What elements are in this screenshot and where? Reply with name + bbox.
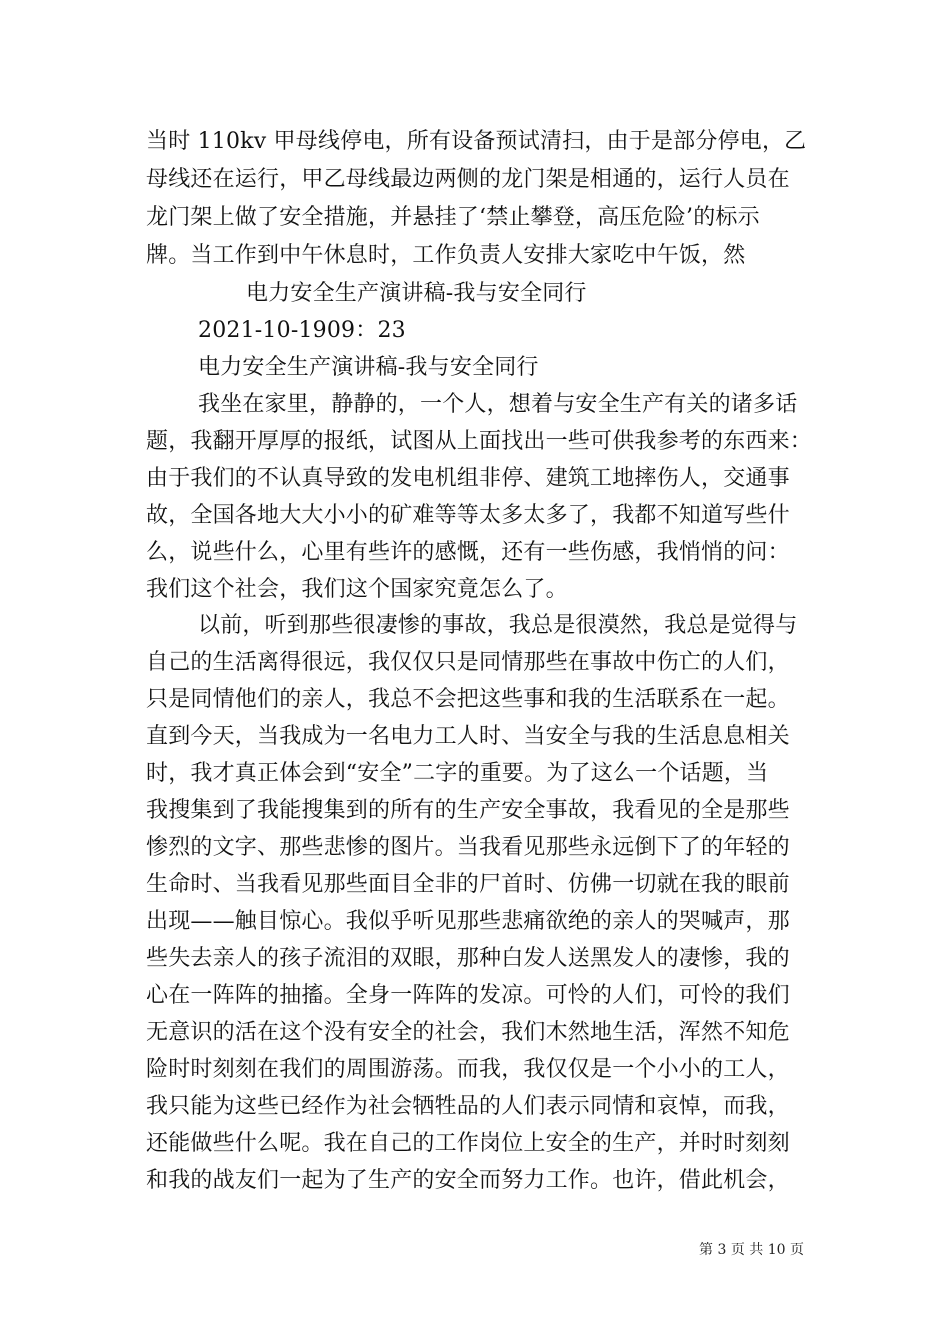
- paragraph-line: 生命时、当我看见那些面目全非的尸首时、仿佛一切就在我的眼前: [146, 872, 790, 897]
- paragraph-line: 我只能为这些已经作为社会牺牲品的人们表示同情和哀悼，而我，: [146, 1094, 790, 1119]
- paragraph-line: 和我的战友们一起为了生产的安全而努力工作。也许，借此机会，: [146, 1168, 790, 1193]
- opening-line: 母线还在运行，甲乙母线最边两侧的龙门架是相通的，运行人员在: [146, 167, 790, 192]
- paragraph-line: 自己的生活离得很远，我仅仅只是同情那些在事故中伤亡的人们，: [146, 650, 790, 675]
- paragraph-line: 由于我们的不认真导致的发电机组非停、建筑工地摔伤人，交通事: [146, 466, 790, 491]
- paragraph-line: 只是同情他们的亲人，我总不会把这些事和我的生活联系在一起。: [146, 687, 790, 712]
- paragraph-line: 心在一阵阵的抽搐。全身一阵阵的发凉。可怜的人们，可怜的我们: [146, 983, 790, 1008]
- paragraph-line: 时，我才真正体会到“安全”二字的重要。为了这么一个话题，当: [146, 761, 769, 786]
- paragraph-line: 以前，听到那些很凄惨的事故，我总是很漠然，我总是觉得与: [198, 613, 798, 638]
- paragraph-line: 我搜集到了我能搜集到的所有的生产安全事故，我看见的全是那些: [146, 798, 790, 823]
- opening-line: 当时 110kv 甲母线停电，所有设备预试清扫，由于是部分停电，乙: [146, 129, 807, 154]
- paragraph-line: 出现——触目惊心。我似乎听见那些悲痛欲绝的亲人的哭喊声，那: [146, 909, 790, 934]
- paragraph-line: 些失去亲人的孩子流泪的双眼，那种白发人送黑发人的凄惨，我的: [146, 946, 790, 971]
- paragraph-line: 直到今天，当我成为一名电力工人时、当安全与我的生活息息相关: [146, 724, 790, 749]
- document-subtitle: 电力安全生产演讲稿-我与安全同行: [198, 355, 539, 380]
- paragraph-line: 还能做些什么呢。我在自己的工作岗位上安全的生产，并时时刻刻: [146, 1131, 790, 1156]
- paragraph-line: 惨烈的文字、那些悲惨的图片。当我看见那些永远倒下了的年轻的: [146, 835, 790, 860]
- paragraph-line: 险时时刻刻在我们的周围游荡。而我，我仅仅是一个小小的工人，: [146, 1057, 790, 1082]
- page-number: 第 3 页 共 10 页: [699, 1242, 804, 1258]
- paragraph-line: 故，全国各地大大小小的矿难等等太多太多了，我都不知道写些什: [146, 503, 790, 528]
- paragraph-line: 题，我翻开厚厚的报纸，试图从上面找出一些可供我参考的东西来：: [146, 429, 813, 454]
- paragraph-line: 无意识的活在这个没有安全的社会，我们木然地生活，浑然不知危: [146, 1020, 790, 1045]
- paragraph-line: 么，说些什么，心里有些许的感慨，还有一些伤感，我悄悄的问：: [146, 540, 790, 565]
- paragraph-line: 我坐在家里，静静的，一个人，想着与安全生产有关的诸多话: [198, 392, 798, 417]
- opening-line: 龙门架上做了安全措施，并悬挂了‘禁止攀登，高压危险’的标示: [146, 205, 760, 230]
- opening-line: 牌。当工作到中午休息时，工作负责人安排大家吃中午饭，然: [146, 243, 746, 268]
- document-date: 2021-10-1909：23: [198, 318, 406, 343]
- paragraph-line: 我们这个社会，我们这个国家究竟怎么了。: [146, 577, 568, 602]
- document-title: 电力安全生产演讲稿-我与安全同行: [246, 281, 587, 306]
